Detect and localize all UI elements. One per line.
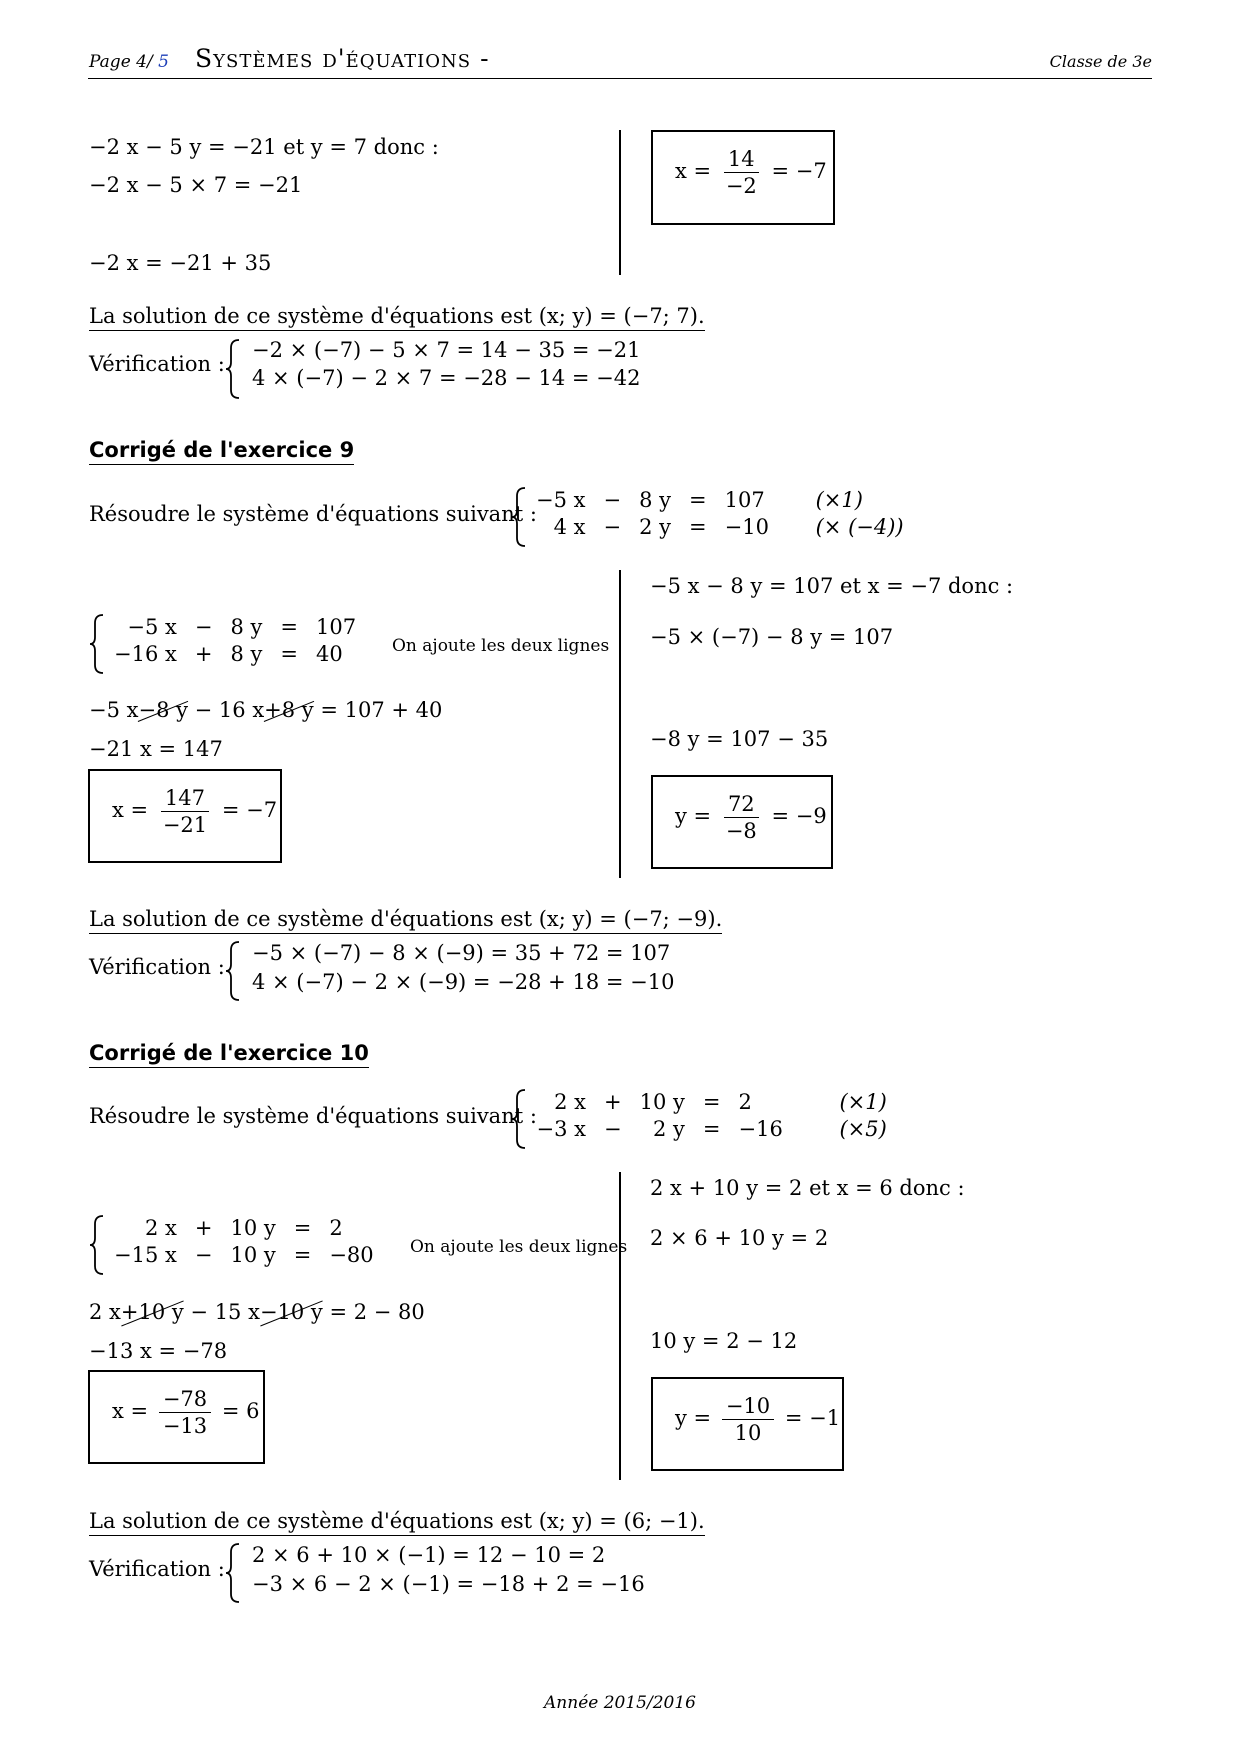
ex10-add-note: On ajoute les deux lignes — [410, 1237, 628, 1257]
ex9-sum-cancelled-b: −8 y — [138, 698, 188, 722]
fraction-numerator: −10 — [722, 1395, 774, 1420]
ex10-sum-term-c: − 15 x — [183, 1300, 260, 1324]
ex10-sys-r2-multiplier: (×5) — [839, 1117, 887, 1141]
ex9-right-line3: −8 y = 107 − 35 — [650, 727, 829, 751]
ex8-line3: −2 x = −21 + 35 — [89, 251, 272, 275]
ex9-add-r1-term2: 8 y — [230, 615, 263, 639]
ex9-sys-r1-rhs: 107 — [724, 488, 765, 512]
ex9-boxy-lhs: y = — [675, 804, 712, 829]
ex10-add-r1-op: + — [194, 1216, 213, 1240]
ex10-add-r2-eq: = — [293, 1243, 312, 1267]
ex9-add-r1-eq: = — [280, 615, 298, 639]
ex9-sum-cancelled-d: +8 y — [264, 698, 314, 722]
ex10-sys-r1-op: + — [604, 1090, 622, 1114]
ex9-column-divider — [619, 570, 621, 878]
ex10-boxx-rhs: = 6 — [221, 1399, 260, 1424]
ex10-verif-line1: 2 × 6 + 10 × (−1) = 12 − 10 = 2 — [252, 1543, 606, 1567]
page-total-link[interactable]: 5 — [158, 52, 169, 72]
ex9-system — [527, 487, 913, 541]
ex10-right-line3: 10 y = 2 − 12 — [650, 1329, 798, 1353]
ex10-y-result-box — [651, 1377, 844, 1471]
ex9-statement: Résoudre le système d'équations suivant : — [89, 502, 537, 526]
ex10-column-divider — [619, 1172, 621, 1480]
fraction-numerator: −78 — [159, 1388, 211, 1413]
ex10-boxx-lhs: x = — [112, 1399, 149, 1424]
ex9-verif-label: Vérification : — [89, 955, 225, 979]
ex10-add-r1-term2: 10 y — [230, 1216, 276, 1240]
ex10-boxy-rhs: = −1 — [784, 1406, 841, 1431]
ex10-statement: Résoudre le système d'équations suivant : — [89, 1104, 537, 1128]
ex9-x-result-box — [88, 769, 282, 863]
ex8-verif-label: Vérification : — [89, 352, 225, 376]
header-rule — [88, 78, 1152, 79]
ex10-system — [527, 1089, 896, 1143]
ex9-add-system — [105, 614, 365, 668]
page-label: Page 4/ — [89, 52, 153, 72]
ex10-sum-cancelled-d: −10 y — [259, 1300, 323, 1324]
ex9-right-line2: −5 × (−7) − 8 y = 107 — [650, 625, 894, 649]
ex10-sys-r1-rhs: 2 — [738, 1090, 752, 1114]
ex9-sys-r1-term2: 8 y — [639, 488, 671, 512]
ex9-sys-r2-rhs: −10 — [724, 515, 769, 539]
ex8-line2: −2 x − 5 × 7 = −21 — [89, 173, 303, 197]
page-number — [89, 52, 169, 72]
ex9-sys-r1-term1: −5 x — [536, 488, 586, 512]
ex8-column-divider — [619, 130, 621, 275]
fraction-numerator: 147 — [161, 787, 209, 812]
ex10-verif-line2: −3 × 6 − 2 × (−1) = −18 + 2 = −16 — [252, 1572, 645, 1596]
ex9-add-r1-term1: −5 x — [127, 615, 177, 639]
ex9-sum-term-c: − 16 x — [187, 698, 265, 722]
fraction-denominator: −21 — [162, 813, 208, 838]
ex9-sys-r2-term2: 2 y — [639, 515, 671, 539]
ex9-verif-line1: −5 × (−7) − 8 × (−9) = 35 + 72 = 107 — [252, 941, 671, 965]
ex9-y-result-box — [651, 775, 833, 869]
ex8-solution: La solution de ce système d'équations est (x; y) = (−7; 7). — [89, 304, 705, 331]
ex9-verif-line2: 4 × (−7) − 2 × (−9) = −28 + 18 = −10 — [252, 970, 675, 994]
ex9-sys-r1-multiplier: (×1) — [815, 488, 863, 512]
ex10-sys-r2-op: − — [604, 1117, 622, 1141]
footer-year: Année 2015/2016 — [544, 1693, 696, 1713]
ex9-heading: Corrigé de l'exercice 9 — [89, 438, 354, 465]
ex10-sum-line — [89, 1300, 425, 1324]
ex10-boxx-fraction — [159, 1388, 211, 1437]
ex10-sys-r1-term1: 2 x — [554, 1090, 586, 1114]
ex9-add-r2-term2: 8 y — [230, 642, 263, 666]
ex9-add-r2-op: + — [194, 642, 213, 666]
ex9-line-x: −21 x = 147 — [89, 737, 223, 761]
ex9-sys-r2-op: − — [603, 515, 622, 539]
ex9-add-r1-op: − — [194, 615, 213, 639]
ex9-add-r2-term1: −16 x — [114, 642, 177, 666]
ex10-line-x: −13 x = −78 — [89, 1339, 228, 1363]
ex8-box-lhs: x = — [675, 159, 712, 184]
ex9-add-r1-rhs: 107 — [315, 615, 357, 639]
ex10-right-line2: 2 × 6 + 10 y = 2 — [650, 1226, 829, 1250]
ex9-solution: La solution de ce système d'équations est (x; y) = (−7; −9). — [89, 907, 722, 934]
ex10-add-r1-rhs: 2 — [329, 1216, 343, 1240]
ex9-boxx-fraction — [159, 787, 211, 836]
ex10-boxy-fraction — [722, 1395, 774, 1444]
ex8-box-fraction — [722, 148, 761, 197]
ex10-add-r2-term1: −15 x — [114, 1243, 177, 1267]
ex9-verif-brace — [225, 940, 243, 1002]
fraction-denominator: −2 — [725, 174, 757, 199]
ex10-solution: La solution de ce système d'équations est (x; y) = (6; −1). — [89, 1509, 705, 1536]
fraction-numerator: 72 — [724, 793, 759, 818]
ex10-add-r2-rhs: −80 — [329, 1243, 374, 1267]
ex8-verif-brace — [225, 338, 243, 400]
ex9-sys-r2-multiplier: (× (−4)) — [815, 515, 904, 539]
ex10-sys-r2-rhs: −16 — [738, 1117, 783, 1141]
ex10-add-r2-op: − — [194, 1243, 213, 1267]
ex9-sum-term-a: −5 x — [89, 698, 139, 722]
ex10-sys-r2-term1: −3 x — [536, 1117, 586, 1141]
ex9-add-r2-eq: = — [280, 642, 298, 666]
ex9-add-note: On ajoute les deux lignes — [392, 636, 610, 656]
ex10-right-line1: 2 x + 10 y = 2 et x = 6 donc : — [650, 1176, 965, 1200]
ex8-verif-line1: −2 × (−7) − 5 × 7 = 14 − 35 = −21 — [252, 338, 641, 362]
ex9-add-r2-rhs: 40 — [315, 642, 343, 666]
fraction-denominator: −13 — [162, 1414, 208, 1439]
ex10-heading: Corrigé de l'exercice 10 — [89, 1041, 369, 1068]
ex10-x-result-box — [88, 1370, 265, 1464]
ex9-sys-r2-term1: 4 x — [553, 515, 586, 539]
ex10-sys-r2-eq: = — [702, 1117, 721, 1141]
ex10-sum-rhs: = 2 − 80 — [322, 1300, 425, 1324]
ex9-boxy-rhs: = −9 — [771, 804, 827, 829]
ex10-add-r2-term2: 10 y — [230, 1243, 276, 1267]
ex10-add-r1-term1: 2 x — [144, 1216, 177, 1240]
ex9-sys-r1-op: − — [603, 488, 622, 512]
ex8-box-rhs: = −7 — [771, 159, 827, 184]
ex8-result-box — [651, 130, 835, 225]
document-title: Systèmes d'équations - — [195, 44, 490, 73]
ex10-sys-r2-term2: 2 y — [652, 1117, 685, 1141]
ex10-boxy-lhs: y = — [675, 1406, 712, 1431]
class-label: Classe de 3e — [1049, 52, 1152, 71]
ex9-boxx-rhs: = −7 — [221, 798, 278, 823]
ex9-boxx-lhs: x = — [112, 798, 149, 823]
ex8-verif-line2: 4 × (−7) − 2 × 7 = −28 − 14 = −42 — [252, 366, 641, 390]
ex9-sys-r2-eq: = — [689, 515, 707, 539]
ex10-add-system — [105, 1215, 383, 1269]
ex10-verif-label: Vérification : — [89, 1557, 225, 1581]
ex9-right-line1: −5 x − 8 y = 107 et x = −7 donc : — [650, 574, 1014, 598]
ex9-sys-r1-eq: = — [689, 488, 707, 512]
fraction-numerator: 14 — [724, 148, 759, 173]
fraction-denominator: −8 — [725, 819, 757, 844]
ex10-sys-r1-multiplier: (×1) — [839, 1090, 887, 1114]
ex10-add-r1-eq: = — [293, 1216, 312, 1240]
ex10-sum-term-a: 2 x — [89, 1300, 121, 1324]
ex9-sum-line — [89, 698, 442, 722]
fraction-denominator: 10 — [734, 1421, 762, 1446]
ex10-sys-r1-eq: = — [702, 1090, 721, 1114]
ex10-sum-cancelled-b: +10 y — [120, 1300, 184, 1324]
ex10-verif-brace — [225, 1542, 243, 1604]
ex10-sys-r1-term2: 10 y — [639, 1090, 685, 1114]
ex9-sum-rhs: = 107 + 40 — [313, 698, 443, 722]
ex8-line1: −2 x − 5 y = −21 et y = 7 donc : — [89, 135, 439, 159]
ex9-boxy-fraction — [722, 793, 761, 842]
